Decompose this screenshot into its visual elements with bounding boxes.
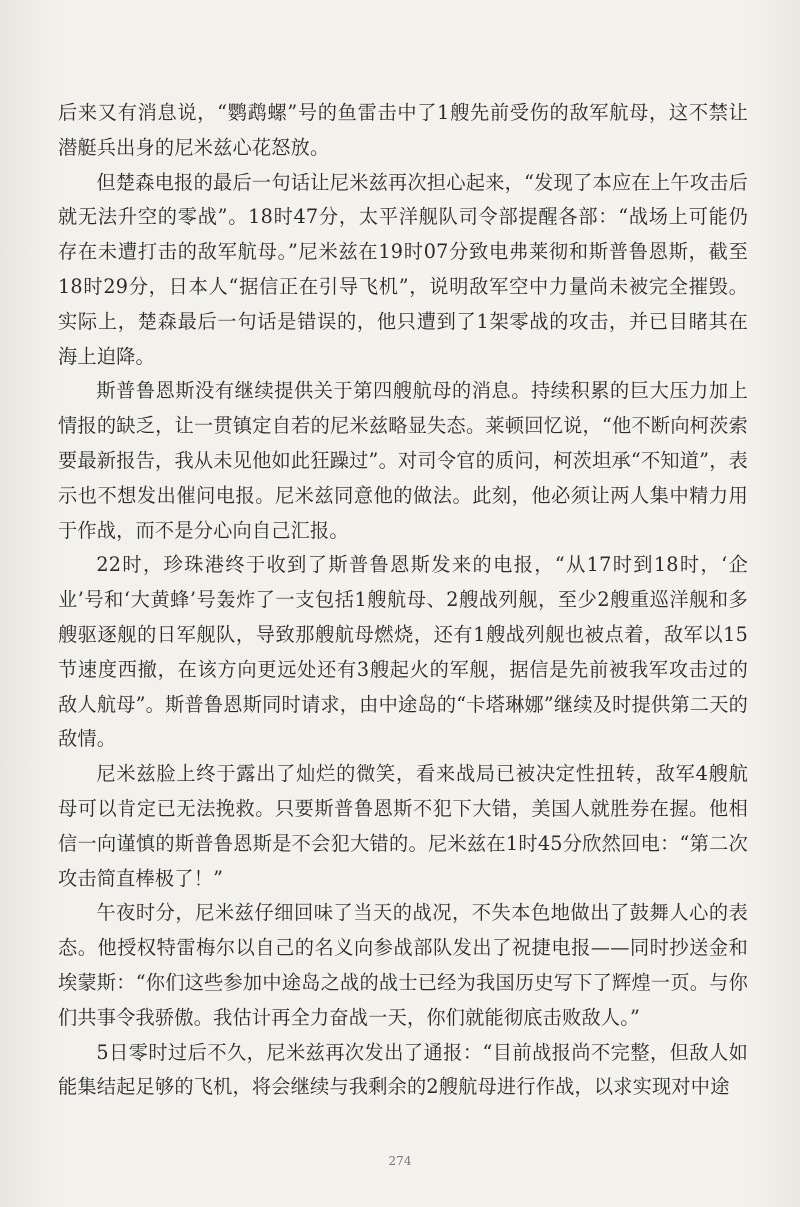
paragraph-4: 22时，珍珠港终于收到了斯普鲁恩斯发来的电报，“从17时到18时，‘企业’号和‘大黄蜂’号轰炸了一支包括1艘航母、2艘战列舰，至少2艘重巡洋舰和多艘驱逐舰的日军舰队，导致那艘航母燃烧，还有1艘战列舰也被点着，敌军以15节速度西撤，在该方向更远处还有3艘起火的军舰，据信是先前被我军攻击过的敌人航母”。斯普鲁恩斯同时请求，由中途岛的“卡塔琳娜”继续及时提供第二天的敌情。 xyxy=(58,553,748,751)
page-number: 274 xyxy=(388,1154,412,1168)
paragraph-7: 5日零时过后不久，尼米兹再次发出了通报：“目前战报尚不完整，但敌人如能集结起足够的飞机，将会继续与我剩余的2艘航母进行作战，以求实现对中途 xyxy=(58,1040,748,1099)
paragraph-3: 斯普鲁恩斯没有继续提供关于第四艘航母的消息。持续积累的巨大压力加上情报的缺乏，让一贯镇定自若的尼米兹略显失态。莱顿回忆说，“他不断向柯茨索要最新报告，我从未见他如此狂躁过”。对司令官的质问，柯茨坦承“不知道”，表示也不想发出催问电报。尼米兹同意他的做法。此刻，他必须让两人集中精力用于作战，而不是分心向自己汇报。 xyxy=(58,379,748,542)
body-text xyxy=(58,96,748,1105)
paragraph-2: 但楚森电报的最后一句话让尼米兹再次担心起来，“发现了本应在上午攻击后就无法升空的零战”。18时47分，太平洋舰队司令部提醒各部：“战场上可能仍存在未遭打击的敌军航母。”尼米兹在19时07分致电弗莱彻和斯普鲁恩斯，截至18时29分，日本人“据信正在引导飞机”，说明敌军空中力量尚未被完全摧毁。实际上，楚森最后一句话是错误的，他只遭到了1架零战的攻击，并已目睹其在海上迫降。 xyxy=(58,170,748,368)
paragraph-1: 后来又有消息说，“鹦鹉螺”号的鱼雷击中了1艘先前受伤的敌军航母，这不禁让潜艇兵出身的尼米兹心花怒放。 xyxy=(58,101,748,159)
paragraph-5: 尼米兹脸上终于露出了灿烂的微笑，看来战局已被决定性扭转，敌军4艘航母可以肯定已无法挽救。只要斯普鲁恩斯不犯下大错，美国人就胜券在握。他相信一向谨慎的斯普鲁恩斯是不会犯大错的。尼米兹在1时45分欣然回电：“第二次攻击简直棒极了！” xyxy=(58,762,748,890)
paragraph-6: 午夜时分，尼米兹仔细回味了当天的战况，不失本色地做出了鼓舞人心的表态。他授权特雷梅尔以自己的名义向参战部队发出了祝捷电报——同时抄送金和埃蒙斯：“你们这些参加中途岛之战的战士已经为我国历史写下了辉煌一页。与你们共事令我骄傲。我估计再全力奋战一天，你们就能彻底击败敌人。” xyxy=(58,901,748,1029)
